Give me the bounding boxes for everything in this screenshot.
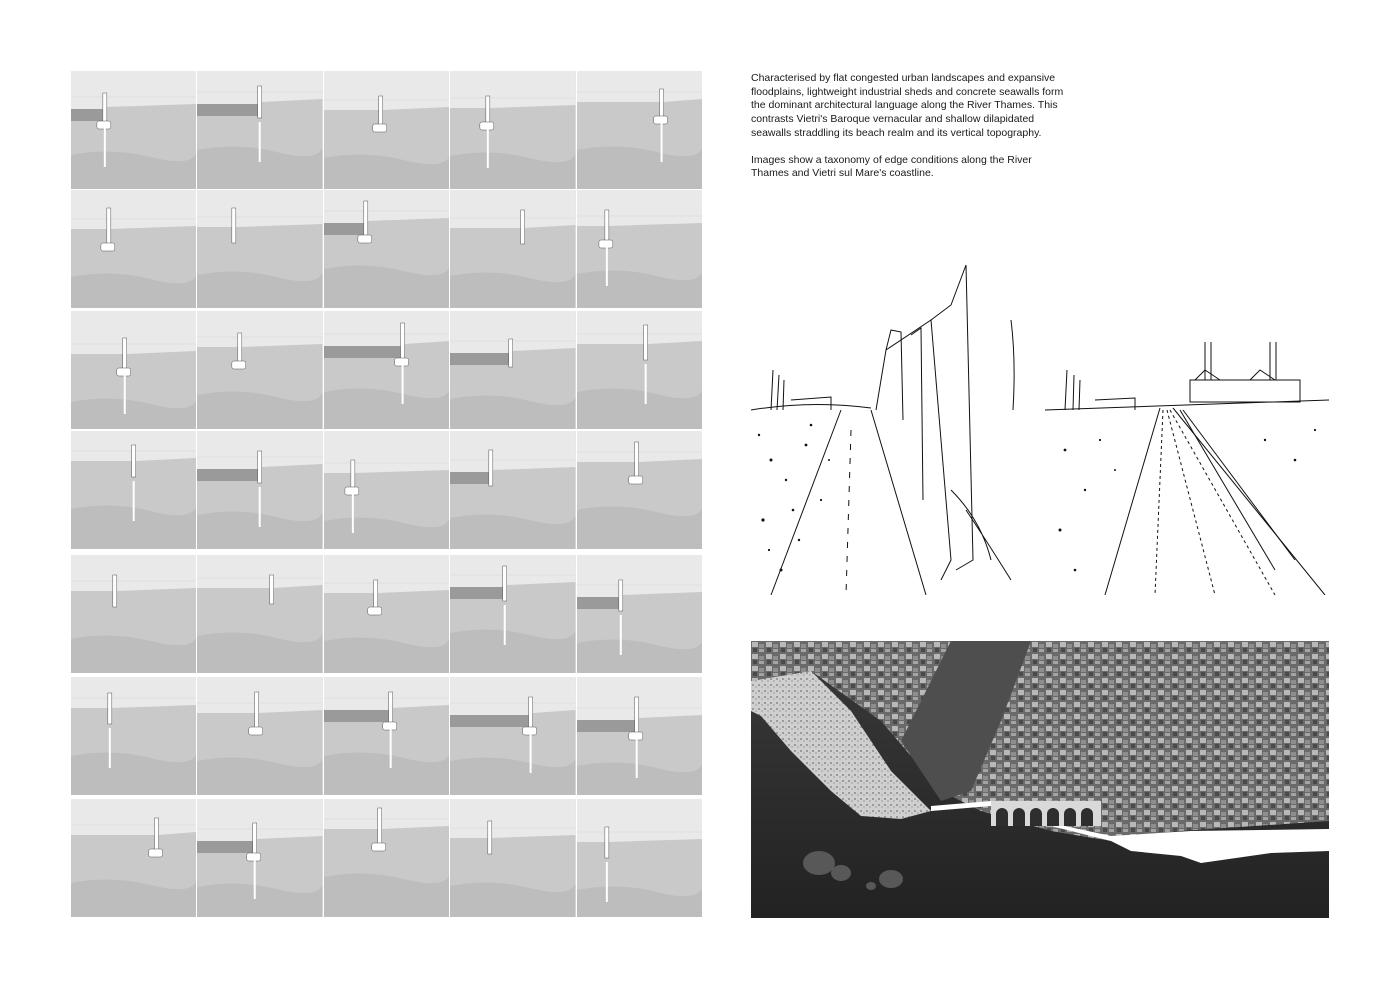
edge-section-r3-c5 xyxy=(577,311,702,429)
edge-section-r6-c3 xyxy=(324,677,449,795)
edge-section-r3-c4 xyxy=(450,311,575,429)
edge-section-r1-c2 xyxy=(197,71,322,189)
description-text xyxy=(751,72,1071,194)
edge-section-r2-c2 xyxy=(197,190,322,308)
edge-section-r3-c2 xyxy=(197,311,322,429)
edge-section-r4-c3 xyxy=(324,431,449,549)
edge-section-r7-c1 xyxy=(71,799,196,917)
edge-section-r6-c2 xyxy=(197,677,322,795)
edge-section-r1-c5 xyxy=(577,71,702,189)
edge-section-r2-c3 xyxy=(324,190,449,308)
edge-section-r6-c1 xyxy=(71,677,196,795)
description-paragraph-1: Characterised by flat congested urban landscapes and expansive floodplains, lightweight industrial sheds and concrete seawalls form the dominant architectural language along the River Thames. This contrasts Vietri's Baroque vernacular and shallow dilapidated seawalls straddling its beach realm and its vertical topography. xyxy=(751,72,1064,139)
edge-section-r2-c4 xyxy=(450,190,575,308)
edge-section-r5-c3 xyxy=(324,555,449,673)
edge-section-r3-c1 xyxy=(71,311,196,429)
edge-section-r6-c4 xyxy=(450,677,575,795)
edge-section-r4-c1 xyxy=(71,431,196,549)
sketch-seawall-promenade xyxy=(751,260,1031,595)
edge-section-r2-c1 xyxy=(71,190,196,308)
sketch-seawall-drawing xyxy=(751,260,1031,595)
edge-section-r4-c5 xyxy=(577,431,702,549)
edge-section-r7-c4 xyxy=(450,799,575,917)
edge-section-r5-c1 xyxy=(71,555,196,673)
aerial-photo-rendering xyxy=(751,641,1329,918)
description-paragraph-2: Images show a taxonomy of edge conditions along the River Thames and Vietri sul Mare's coastline. xyxy=(751,153,1032,180)
edge-section-r1-c4 xyxy=(450,71,575,189)
edge-section-r1-c1 xyxy=(71,71,196,189)
edge-section-r2-c5 xyxy=(577,190,702,308)
edge-section-r6-c5 xyxy=(577,677,702,795)
edge-section-r5-c5 xyxy=(577,555,702,673)
edge-section-r7-c5 xyxy=(577,799,702,917)
edge-section-r7-c2 xyxy=(197,799,322,917)
edge-section-r4-c2 xyxy=(197,431,322,549)
sketch-industrial-riverside-walkway xyxy=(1045,330,1329,595)
edge-condition-taxonomy-grid xyxy=(71,71,703,918)
edge-section-r4-c4 xyxy=(450,431,575,549)
edge-section-r1-c3 xyxy=(324,71,449,189)
sketch-walkway-drawing xyxy=(1045,330,1329,595)
edge-section-r7-c3 xyxy=(324,799,449,917)
edge-section-r3-c3 xyxy=(324,311,449,429)
edge-section-r5-c4 xyxy=(450,555,575,673)
aerial-vietri-coastline xyxy=(751,641,1329,918)
edge-section-r5-c2 xyxy=(197,555,322,673)
